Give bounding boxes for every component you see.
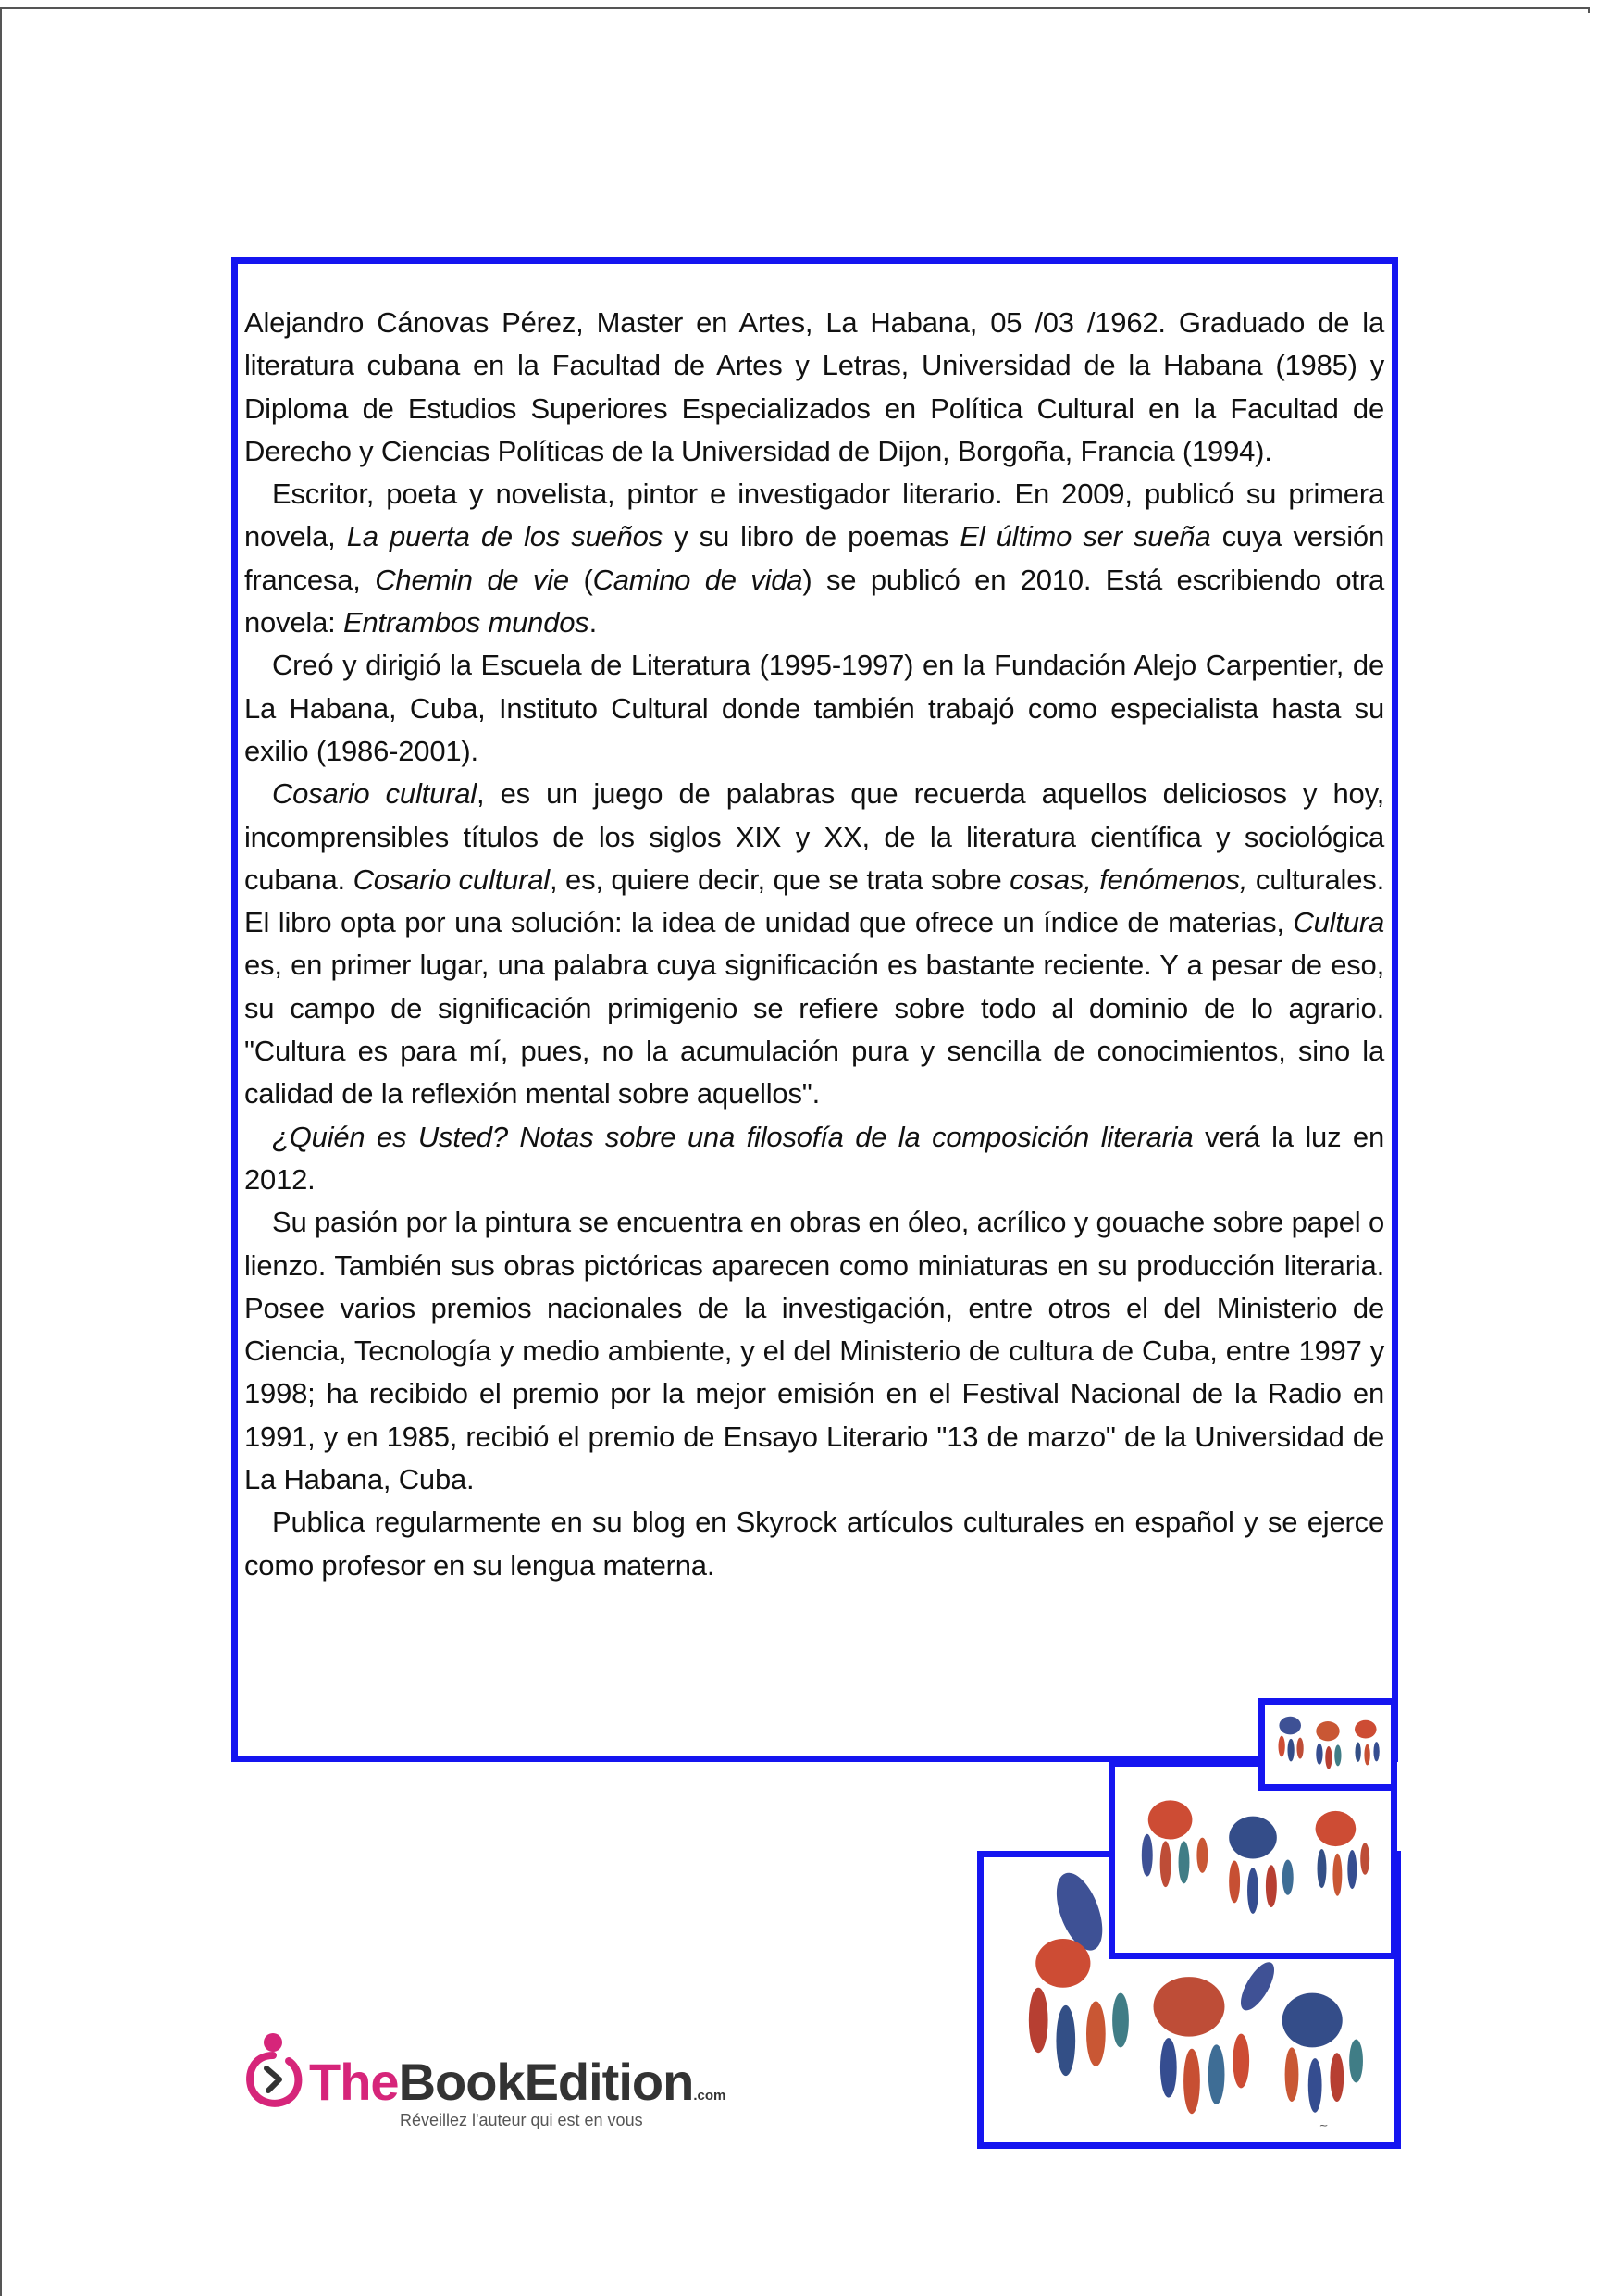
bio-text-run: Escritor, poeta y novelista, pintor e investigador literario. En 2009, publicó su primera novela,	[244, 478, 1384, 553]
handprint-painting-small	[1258, 1698, 1397, 1791]
bio-text-run: , es, quiere decir, que se trata sobre	[549, 863, 1010, 896]
handprint-painting-icon	[1265, 1705, 1391, 1784]
author-biography	[244, 302, 1384, 1587]
bio-text-run: .	[588, 606, 598, 639]
logo-wordmark	[309, 2052, 725, 2112]
book-title: Entrambos mundos	[342, 606, 589, 639]
thebookedition-logo[interactable]	[242, 2031, 724, 2133]
book-title: Chemin de vie	[375, 563, 569, 596]
page-edge-left	[0, 7, 2, 2296]
bio-paragraph-6: Su pasión por la pintura se encuentra en obras en óleo, acrílico y gouache sobre papel o lienzo. También sus obras pictóricas aparecen como miniaturas en su producción literaria. Posee varios premios nacionales de la investigación, entre otros el del Ministerio de Ciencia, Tecnología y medio ambiente, y el del Ministerio de cultura de Cuba, entre 1997 y 1998; ha recibido el premio por la mejor emisión en el Festival Nacional de la Radio en 1991, y en 1985, recibió el premio de Ensayo Literario "13 de marzo" de la Universidad de La Habana, Cuba.	[244, 1206, 1384, 1496]
book-title: Cosario cultural	[353, 863, 550, 896]
bio-text-run: cuya versión francesa,	[244, 520, 1384, 596]
bio-text-run: verá la luz en 2012.	[244, 1120, 1385, 1196]
logo-domain: .com	[693, 2088, 726, 2104]
bio-text-run: (	[568, 563, 593, 596]
book-title: El último ser sueña	[960, 520, 1211, 553]
bio-paragraph-5	[244, 1116, 1384, 1202]
logo-wordmark-main: BookEdition	[398, 2053, 694, 2111]
bio-text-run: y su libro de poemas	[663, 520, 960, 553]
bio-paragraph-4	[244, 773, 1384, 1115]
book-title: ¿Quién es Usted? Notas sobre una filosofía de la composición literaria	[272, 1120, 1194, 1153]
bio-paragraph-2	[244, 473, 1384, 644]
logo-tagline: Réveillez l'auteur qui est en vous	[400, 2111, 643, 2129]
person-circle-logo-icon	[242, 2031, 304, 2115]
svg-text:~: ~	[1319, 2118, 1329, 2132]
bio-paragraph-7: Publica regularmente en su blog en Skyrock artículos culturales en español y se ejerce como profesor en su lengua materna.	[244, 1506, 1384, 1582]
bio-text-run: , es un juego de palabras que recuerda aquellos deliciosos y hoy, incomprensibles títulos de los siglos XIX y XX, de la literatura científica y sociológica cubana.	[244, 777, 1384, 896]
bio-text-run: culturales. El libro opta por una solución: la idea de unidad que ofrece un índice de materias,	[244, 863, 1384, 939]
emphasis-text: cosas, fenómenos,	[1010, 863, 1248, 896]
bio-text-run: es, en primer lugar, una palabra cuya significación es bastante reciente. Y a pesar de eso, su campo de significación primigenio se refiere sobre todo al dominio de lo agrario. "Cultura es para mí, pues, no la acumulación pura y sencilla de conocimientos, sino la calidad de la reflexión mental sobre aquellos".	[244, 949, 1384, 1111]
bio-paragraph-1: Alejandro Cánovas Pérez, Master en Artes, La Habana, 05 /03 /1962. Graduado de la literatura cubana en la Facultad de Artes y Letras, Universidad de la Habana (1985) y Diploma de Estudios Superiores Especializados en Política Cultural en la Facultad de Derecho y Ciencias Políticas de la Universidad de Dijon, Borgoña, Francia (1994).	[244, 306, 1384, 467]
page-edge-right	[1588, 7, 1590, 13]
page-edge-top	[0, 7, 1588, 9]
bio-paragraph-3: Creó y dirigió la Escuela de Literatura (1995-1997) en la Fundación Alejo Carpentier, de La Habana, Cuba, Instituto Cultural donde también trabajó como especialista hasta su exilio (1986-2001).	[244, 649, 1384, 767]
logo-wordmark-accent: The	[309, 2053, 399, 2111]
book-title: Camino de vida	[592, 563, 803, 596]
book-title: La puerta de los sueños	[346, 520, 663, 553]
book-title: Cosario cultural	[272, 777, 477, 811]
bio-text-run: ) se publicó en 2010. Está escribiendo otra novela:	[244, 563, 1384, 639]
handprint-painting-icon	[1115, 1767, 1391, 1953]
emphasis-text: Cultura	[1293, 906, 1384, 939]
